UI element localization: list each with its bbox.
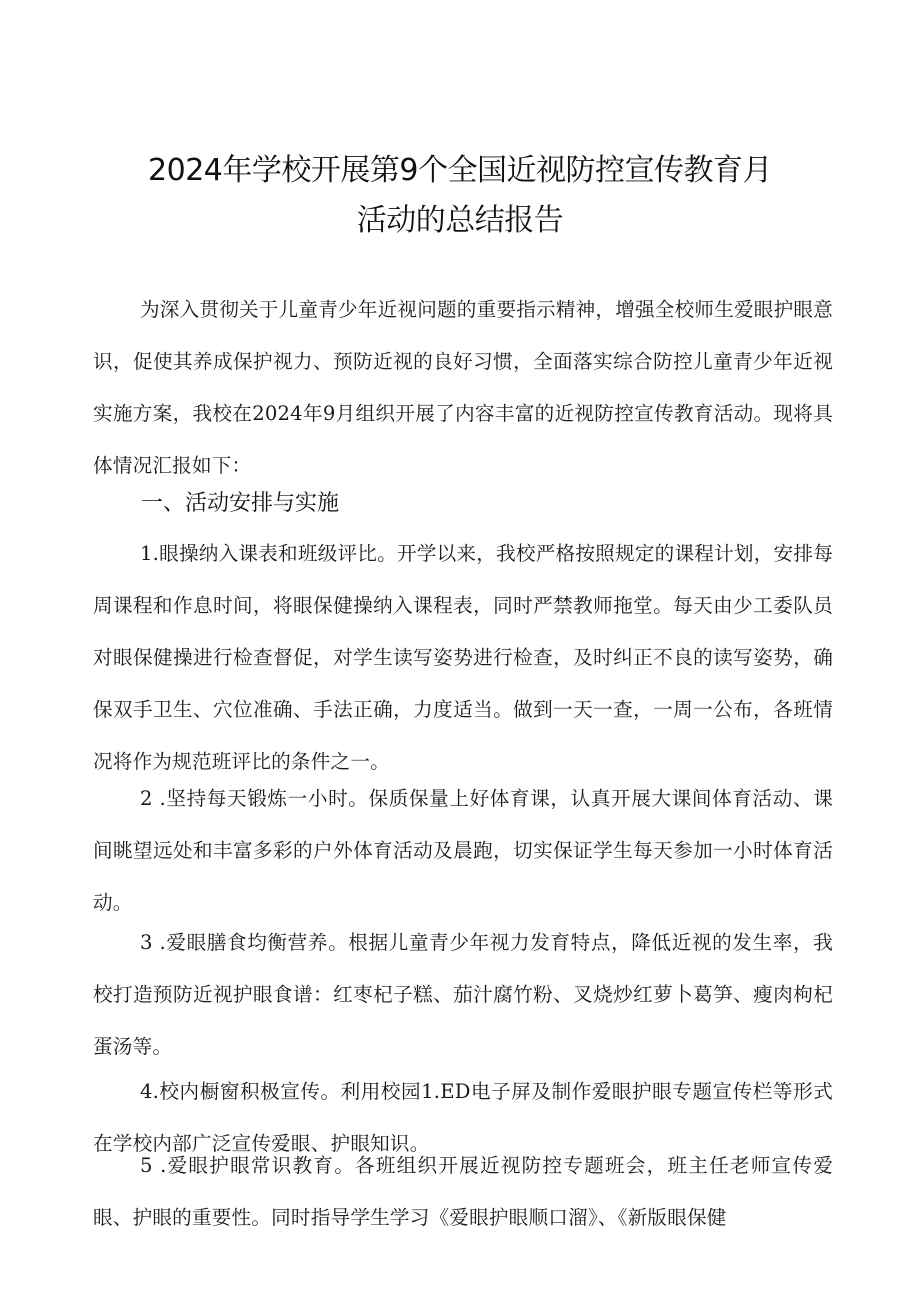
document-title [60, 146, 860, 246]
intro-paragraph: 为深入贯彻关于儿童青少年近视问题的重要指示精神，增强全校师生爱眼护眼意识，促使其养成保护视力、预防近视的良好习惯，全面落实综合防控儿童青少年近视实施方案，我校在2024年9月组织开展了内容丰富的近视防控宣传教育活动。现将具体情况汇报如下： [93, 298, 833, 477]
section-heading: 一、活动安排与实施 [141, 491, 340, 516]
title-line-2: 活动的总结报告 [356, 203, 564, 238]
list-item: 3 .爱眼膳食均衡营养。根据儿童青少年视力发育特点，降低近视的发生率，我校打造预防近视护眼食谱：红枣杞子糕、茄汁腐竹粉、叉烧炒红萝卜葛笋、瘦肉枸杞蛋汤等。 [93, 931, 833, 1058]
title-line-1: 2024年学校开展第9个全国近视防控宣传教育月 [148, 153, 772, 188]
list-item: 2 .坚持每天锻炼一小时。保质保量上好体育课，认真开展大课间体育活动、课间眺望远处和丰富多彩的户外体育活动及晨跑，切实保证学生每天参加一小时体育活动。 [93, 787, 833, 914]
list-item: 1.眼操纳入课表和班级评比。开学以来，我校严格按照规定的课程计划，安排每周课程和作息时间，将眼保健操纳入课程表，同时严禁教师拖堂。每天由少工委队员对眼保健操进行检查督促，对学生读写姿势进行检查，及时纠正不良的读写姿势，确保双手卫生、穴位准确、手法正确，力度适当。做到一天一查，一周一公布，各班情况将作为规范班评比的条件之一。 [93, 542, 833, 773]
list-item: 5 .爱眼护眼常识教育。各班组织开展近视防控专题班会，班主任老师宣传爱眼、护眼的重要性。同时指导学生学习《爱眼护眼顺口溜》、《新版眼保健 [93, 1154, 833, 1229]
list-item: 4.校内橱窗积极宣传。利用校园1.ED电子屏及制作爱眼护眼专题宣传栏等形式在学校内部广泛宣传爱眼、护眼知识。 [93, 1080, 833, 1155]
